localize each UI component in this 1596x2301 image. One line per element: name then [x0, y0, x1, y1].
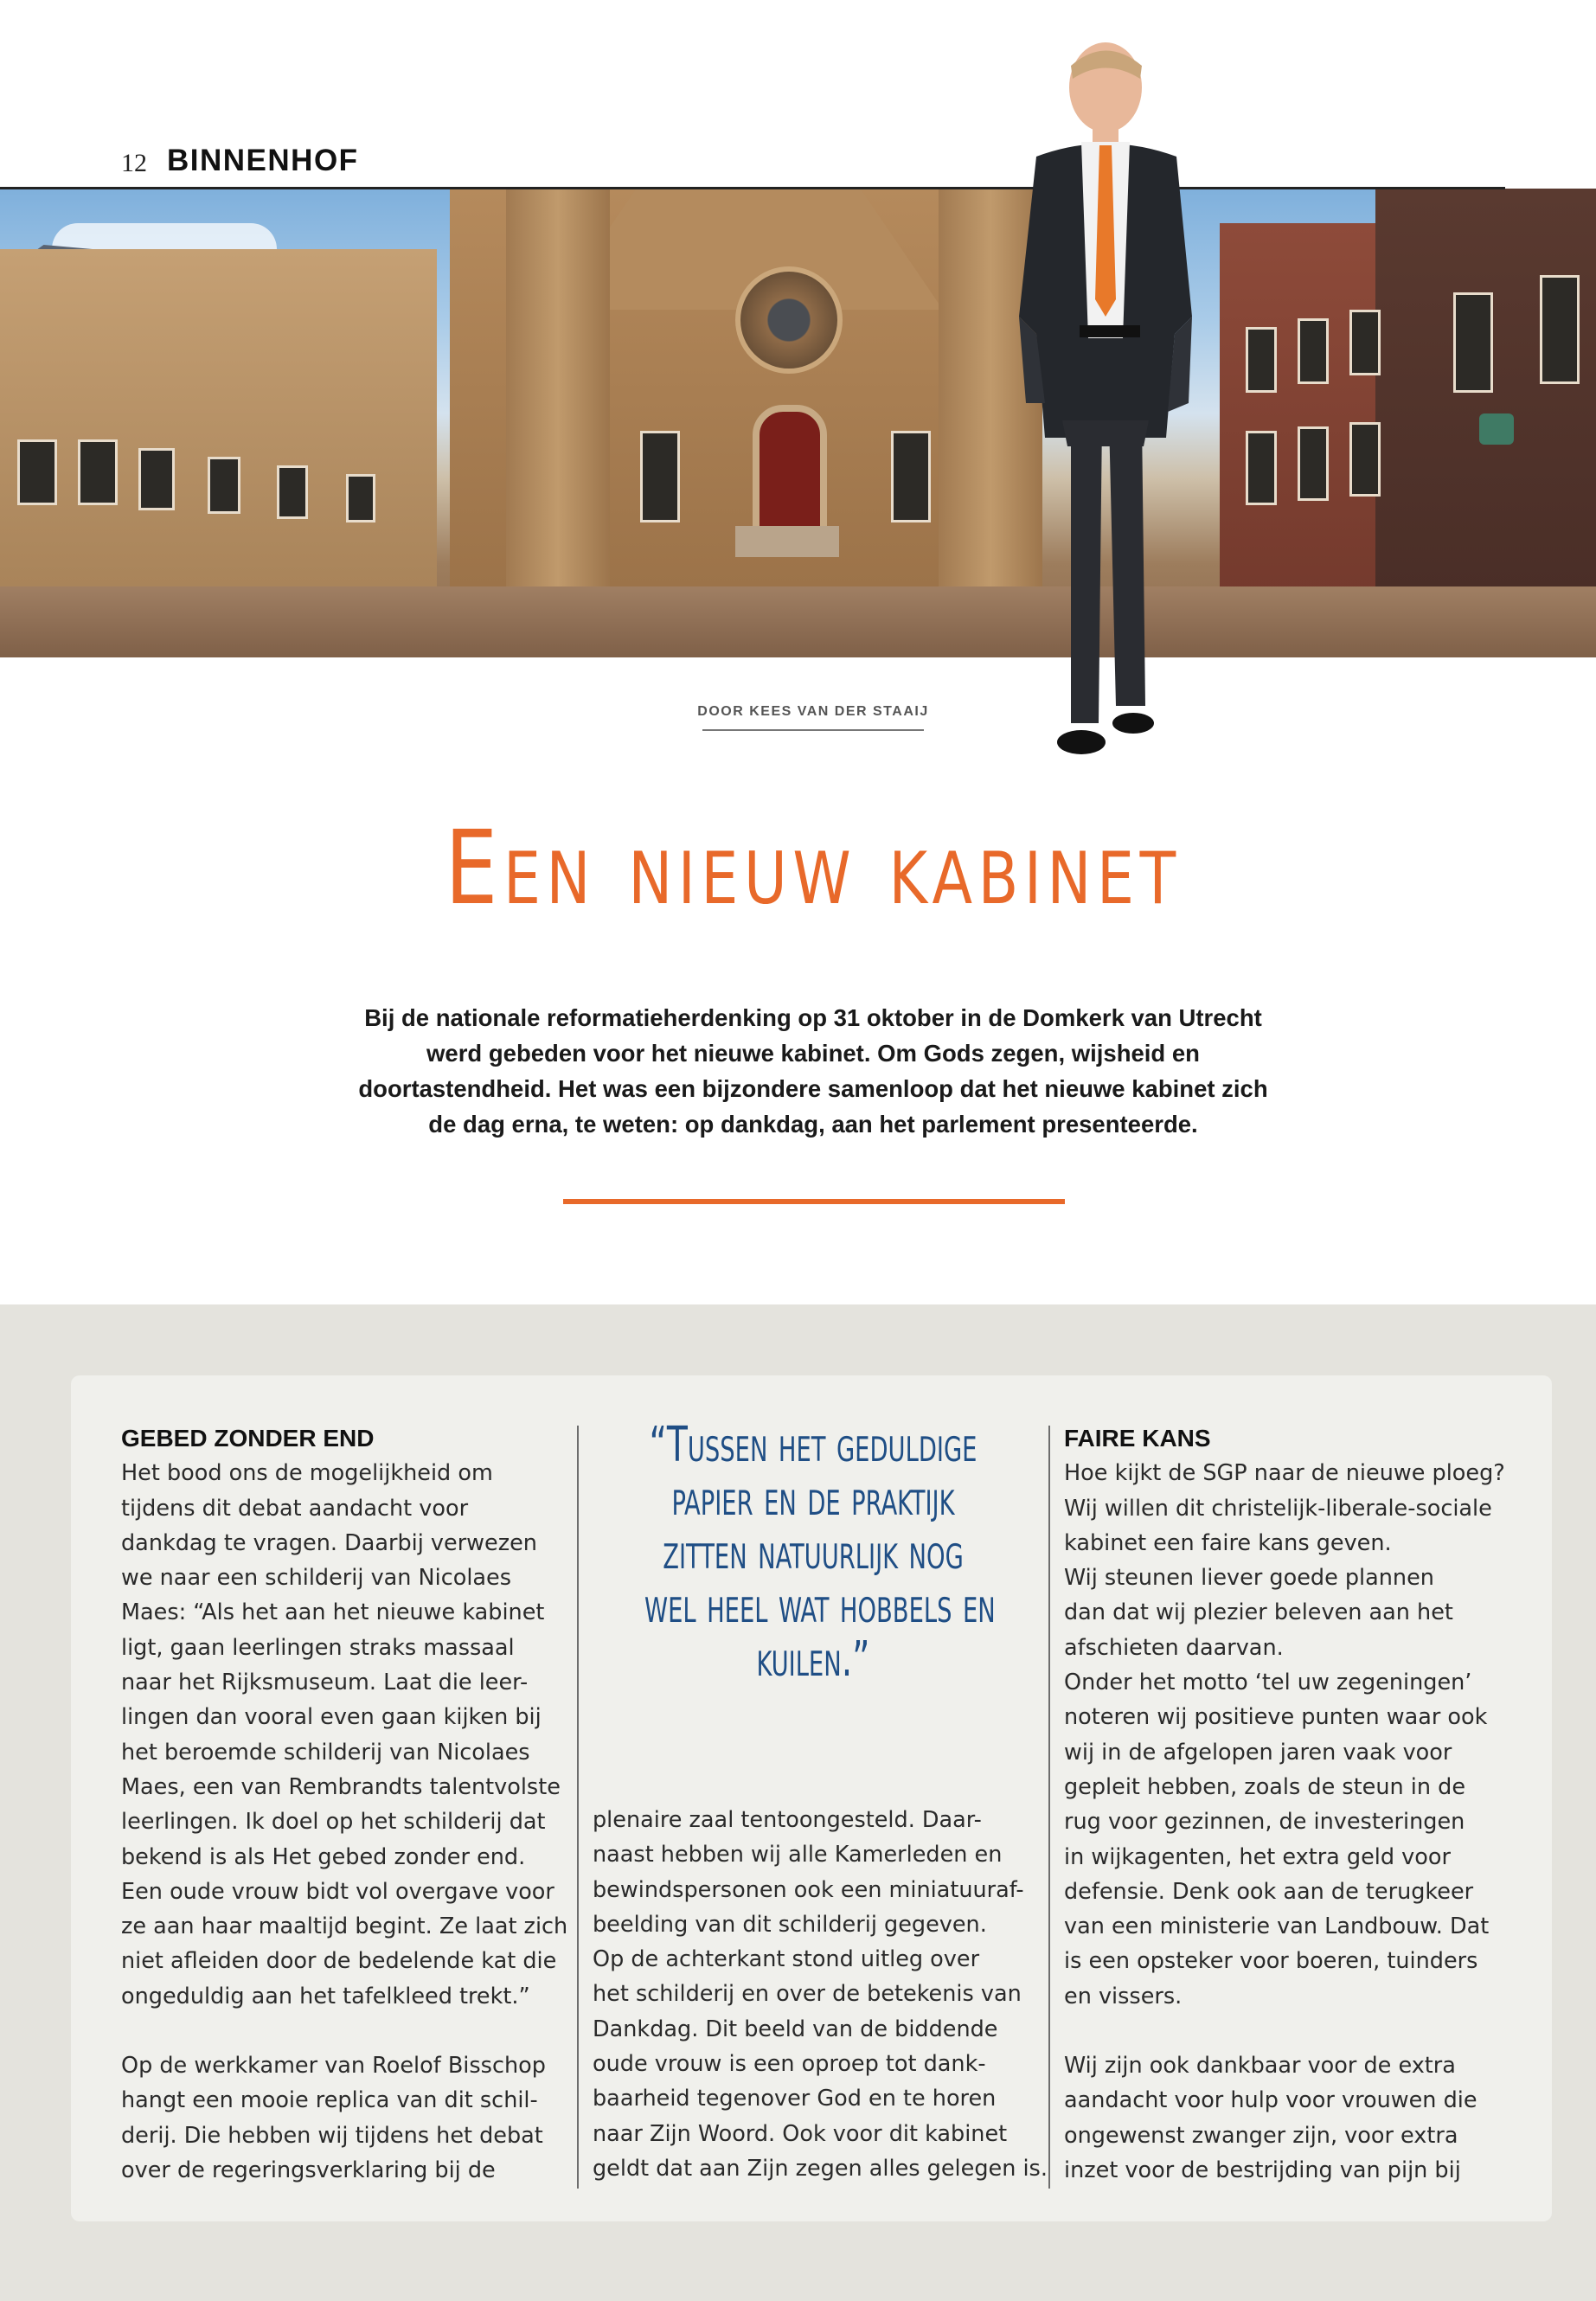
text-line: beelding van dit schilderij gegeven.: [593, 1911, 987, 1938]
text-line: we naar een schilderij van Nicolaes: [121, 1565, 512, 1592]
text-line: wij in de afgelopen jaren vaak voor: [1064, 1739, 1452, 1766]
text-line: niet afleiden door de bedelende kat die: [121, 1948, 557, 1975]
text-line: plenaire zaal tentoongesteld. Daar-: [593, 1807, 982, 1833]
trousers-top: [1062, 420, 1149, 446]
text-line: tijdens dit debat aandacht voor: [121, 1495, 469, 1522]
pull-quote: [644, 1417, 996, 1688]
text-line: baarheid tegenover God en te horen: [593, 2086, 997, 2112]
window: [1246, 431, 1277, 505]
left-heading: GEBED ZONDER END: [121, 1425, 375, 1452]
window: [1453, 292, 1493, 393]
window: [1349, 310, 1381, 375]
neck: [1093, 126, 1118, 144]
text-line: derij. Die hebben wij tijdens het debat: [121, 2122, 543, 2149]
text-line: naar het Rijksmuseum. Laat die leer-: [121, 1670, 529, 1696]
text-line: in wijkagenten, het extra geld voor: [1064, 1843, 1451, 1870]
header-rule: [0, 187, 1505, 189]
article-title: Een nieuw kabinet: [445, 808, 1182, 927]
right-body: [1064, 1456, 1531, 2014]
right-column: [1064, 1421, 1531, 2188]
belt: [1080, 325, 1140, 337]
text-line: van een ministerie van Landbouw. Dat: [1064, 1913, 1490, 1940]
window: [17, 439, 57, 505]
left-leg: [1071, 420, 1102, 723]
text-line: ze aan haar maaltijd begint. Ze laat zich: [121, 1913, 568, 1940]
text-line: geldt dat aan Zijn zegen alles gelegen is.: [593, 2155, 1048, 2182]
politician-figure: [984, 40, 1227, 766]
text-line: over de regeringsverklaring bij de: [121, 2157, 496, 2183]
middle-body: [593, 1803, 1051, 2186]
middle-column: [593, 1803, 1051, 2186]
right-body-2: [1064, 2048, 1531, 2188]
text-line: Een oude vrouw bidt vol overgave voor: [121, 1878, 554, 1905]
text-line: naar Zijn Woord. Ook voor dit kabinet: [593, 2120, 1008, 2147]
column-divider: [577, 1426, 579, 2189]
quote-line: papier en de praktijk: [671, 1471, 955, 1527]
text-line: rug voor gezinnen, de investeringen: [1064, 1809, 1465, 1836]
left-tower: [506, 189, 610, 586]
text-line: lingen dan vooral even gaan kijken bij: [121, 1704, 542, 1731]
window: [346, 474, 375, 522]
window: [1246, 327, 1277, 393]
window: [1540, 275, 1580, 384]
entrance-steps: [735, 526, 839, 557]
text-line: bekend is als Het gebed zonder end.: [121, 1843, 526, 1870]
text-line: Maes, een van Rembrandts talentvolste: [121, 1773, 561, 1800]
text-line: het schilderij en over de betekenis van: [593, 1981, 1022, 2008]
text-line: is een opsteker voor boeren, tuinders: [1064, 1948, 1478, 1975]
quote-line: kuilen.”: [756, 1631, 870, 1688]
text-line: Het bood ons de mogelijkheid om: [121, 1460, 493, 1487]
left-column: [121, 1421, 571, 2188]
cobblestone-square: [0, 586, 1596, 657]
text-line: Wij steunen liever goede plannen: [1064, 1565, 1434, 1592]
text-line: defensie. Denk ook aan de terugkeer: [1064, 1878, 1474, 1905]
text-line: ligt, gaan leerlingen straks massaal: [121, 1634, 515, 1661]
window: [277, 465, 308, 519]
text-line: het beroemde schilderij van Nicolaes: [121, 1739, 530, 1766]
text-line: Dankdag. Dit beeld van de biddende: [593, 2016, 998, 2042]
accent-rule: [563, 1199, 1065, 1204]
window: [1298, 318, 1329, 384]
left-body: [121, 1456, 571, 2014]
text-line: Hoe kijkt de SGP naar de nieuwe ploeg?: [1064, 1460, 1505, 1487]
text-line: oude vrouw is een oproep tot dank-: [593, 2051, 986, 2078]
quote-line: zitten natuurlijk nog: [663, 1524, 964, 1580]
right-heading: FAIRE KANS: [1064, 1425, 1211, 1452]
text-line: Onder het motto ‘tel uw zegeningen’: [1064, 1670, 1472, 1696]
text-line: aandacht voor hulp voor vrouwen die: [1064, 2087, 1477, 2114]
left-body-2: [121, 2048, 571, 2188]
byline-rule: [702, 729, 924, 731]
binnenhof-photo: [0, 189, 1596, 657]
text-line: kabinet een faire kans geven.: [1064, 1529, 1392, 1556]
window: [1298, 426, 1329, 501]
text-line: bewindspersonen ook een miniatuuraf-: [593, 1876, 1024, 1903]
page-number: 12: [121, 149, 147, 177]
text-line: naast hebben wij alle Kamerleden en: [593, 1842, 1003, 1868]
quote-line: “Tussen het geduldige: [649, 1417, 977, 1473]
text-line: dan dat wij plezier beleven aan het: [1064, 1599, 1453, 1626]
window: [891, 431, 931, 522]
right-leg: [1109, 420, 1145, 706]
text-line: Maes: “Als het aan het nieuwe kabinet: [121, 1599, 545, 1626]
text-line: inzet voor de bestrijding van pijn bij: [1064, 2157, 1461, 2183]
section-title: BINNENHOF: [167, 144, 359, 177]
text-line: ongewenst zwanger zijn, voor extra: [1064, 2122, 1458, 2149]
text-line: dankdag te vragen. Daarbij verwezen: [121, 1529, 537, 1556]
text-line: Wij willen dit christelijk-liberale-sociale: [1064, 1495, 1492, 1522]
text-line: noteren wij positieve punten waar ook: [1064, 1704, 1488, 1731]
text-line: Wij zijn ook dankbaar voor de extra: [1064, 2053, 1456, 2080]
text-line: Op de achterkant stond uitleg over: [593, 1946, 980, 1973]
left-wing-building: [0, 249, 437, 586]
text-line: Op de werkkamer van Roelof Bisschop: [121, 2053, 546, 2080]
column-divider: [1048, 1426, 1050, 2189]
window: [208, 457, 240, 514]
left-shoe: [1057, 730, 1106, 754]
text-line: ongeduldig aan het tafelkleed trekt.”: [121, 1983, 530, 2009]
text-line: afschieten daarvan.: [1064, 1634, 1284, 1661]
quote-line: wel heel wat hobbels en: [644, 1578, 996, 1634]
byline: DOOR KEES VAN DER STAAIJ: [697, 704, 929, 719]
text-line: gepleit hebben, zoals de steun in de: [1064, 1773, 1466, 1800]
window: [78, 439, 118, 505]
text-line: leerlingen. Ik doel op het schilderij dat: [121, 1809, 546, 1836]
entrance-door: [753, 405, 827, 533]
text-line: hangt een mooie replica van dit schil-: [121, 2087, 538, 2114]
street-lamp: [1479, 413, 1514, 445]
window: [138, 448, 175, 510]
article-intro: Bij de nationale reformatieherdenking op 31 oktober in de Domkerk van Utrecht werd gebeden voor het nieuwe kabinet. Om Gods zegen, wijsheid en doortastendheid. Het was een bijzondere samenloop dat het nieuwe kabinet zich de dag erna, te weten: op dankdag, aan het parlement presenteerde.: [358, 1004, 1268, 1138]
rose-window: [735, 266, 843, 374]
window: [1349, 422, 1381, 497]
text-line: en vissers.: [1064, 1983, 1183, 2009]
window: [640, 431, 680, 522]
